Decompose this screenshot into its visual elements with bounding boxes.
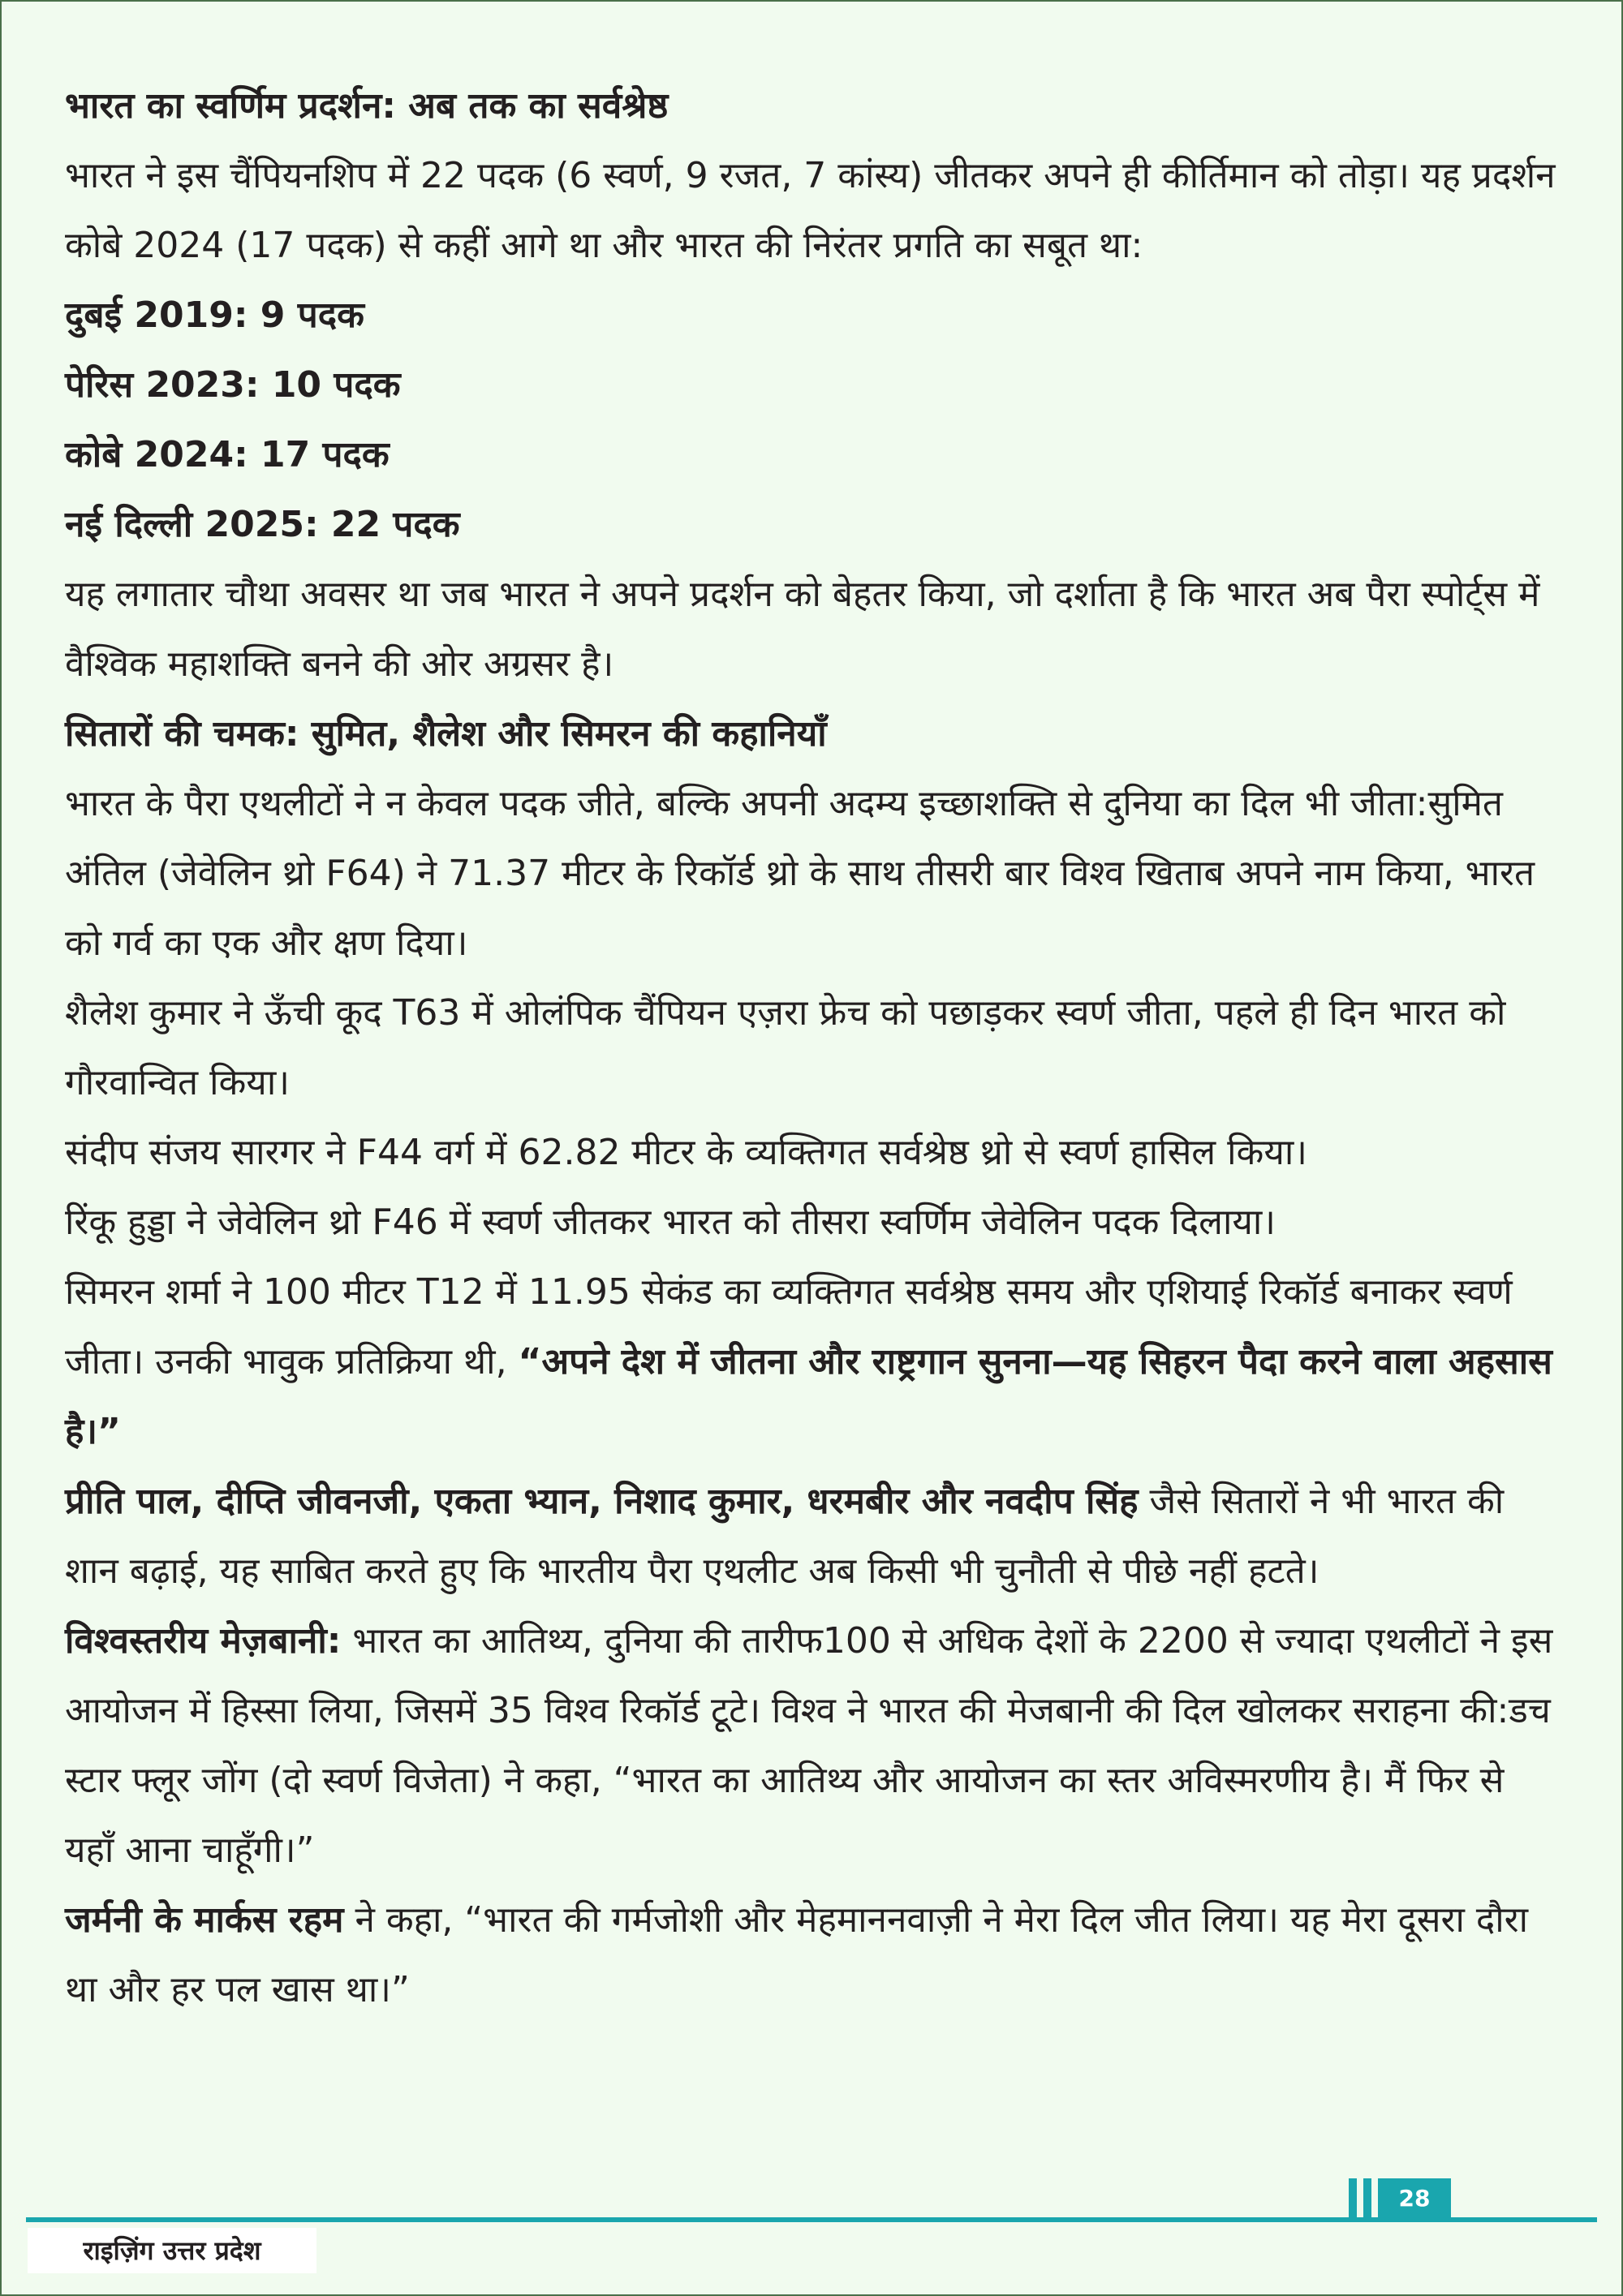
other-stars-text: जैसे सितारों ने भी भारत की शान बढ़ाई, यह साबित करते हुए कि भारतीय पैरा एथलीट अब किसी भी चुनौती से पीछे नहीं हटते। [65, 1481, 1505, 1592]
paragraph-medal-intro: भारत ने इस चैंपियनशिप में 22 पदक (6 स्वर्ण, 9 रजत, 7 कांस्य) जीतकर अपने ही कीर्तिमान को तोड़ा। यह प्रदर्शन कोबे 2024 (17 पदक) से कहीं आगे था और भारत की निरंतर प्रगति का सबूत था: [65, 155, 1556, 266]
medal-item-paris: पेरिस 2023: 10 पदक [65, 364, 401, 406]
section-heading-stars: सितारों की चमक: सुमित, शैलेश और सिमरन की कहानियाँ [65, 713, 827, 755]
paragraph-shailesh: शैलेश कुमार ने ऊँची कूद T63 में ओलंपिक चैंपियन एज़रा फ्रेच को पछाड़कर स्वर्ण जीता, पहले ही दिन भारत को गौरवान्वित किया। [65, 992, 1506, 1103]
medal-item-new-delhi: नई दिल्ली 2025: 22 पदक [65, 504, 460, 545]
markus-name: जर्मनी के मार्कस रहम [65, 1899, 344, 1941]
section-heading-golden-performance: भारत का स्वर्णिम प्रदर्शन: अब तक का सर्वश्रेष्ठ [65, 85, 669, 127]
paragraph-sandeep: संदीप संजय सारगर ने F44 वर्ग में 62.82 मीटर के व्यक्तिगत सर्वश्रेष्ठ थ्रो से स्वर्ण हासिल किया। [65, 1132, 1307, 1173]
hosting-text: भारत का आतिथ्य, दुनिया की तारीफ100 से अधिक देशों के 2200 से ज्यादा एथलीटों ने इस आयोजन में हिस्सा लिया, जिसमें 35 विश्व रिकॉर्ड टूटे। विश्व ने भारत की मेजबानी की दिल खोलकर सराहना की:डच स्टार फ्लूर जोंग (दो स्वर्ण विजेता) ने कहा, “भारत का आतिथ्य और आयोजन का स्तर अविस्मरणीय है। मैं फिर से यहाँ आना चाहूँगी।” [65, 1620, 1553, 1871]
other-stars-names: प्रीति पाल, दीप्ति जीवनजी, एकता भ्यान, निशाद कुमार, धरमबीर और नवदीप सिंह [65, 1481, 1139, 1522]
paragraph-sumit: भारत के पैरा एथलीटों ने न केवल पदक जीते, बल्कि अपनी अदम्य इच्छाशक्ति से दुनिया का दिल भी जीता:सुमित अंतिल (जेवेलिन थ्रो F64) ने 71.37 मीटर के रिकॉर्ड थ्रो के साथ तीसरी बार विश्व खिताब अपने नाम किया, भारत को गर्व का एक और क्षण दिया। [65, 783, 1535, 964]
simran-quote: “अपने देश में जीतना और राष्ट्रगान सुनना—यह सिहरन पैदा करने वाला अहसास है।” [65, 1341, 1552, 1452]
paragraph-other-stars [65, 1467, 1558, 1606]
simran-text: सिमरन शर्मा ने 100 मीटर T12 में 11.95 सेकंड का व्यक्तिगत सर्वश्रेष्ठ समय और एशियाई रिकॉर्ड बनाकर स्वर्ण जीता। उनकी भावुक प्रतिक्रिया थी, [65, 1271, 1513, 1382]
paragraph-simran [65, 1258, 1558, 1467]
publication-name: राइज़िंग उत्तर प्रदेश [28, 2228, 316, 2273]
paragraph-rinku: रिंकू हुड्डा ने जेवेलिन थ्रो F46 में स्वर्ण जीतकर भारत को तीसरा स्वर्णिम जेवेलिन पदक दिलाया। [65, 1202, 1276, 1243]
medal-item-dubai: दुबई 2019: 9 पदक [65, 295, 364, 336]
markus-text: ने कहा, “भारत की गर्मजोशी और मेहमाननवाज़ी ने मेरा दिल जीत लिया। यह मेरा दूसरा दौरा था और हर पल खास था।” [65, 1899, 1529, 2010]
paragraph-consecutive: यह लगातार चौथा अवसर था जब भारत ने अपने प्रदर्शन को बेहतर किया, जो दर्शाता है कि भारत अब पैरा स्पोर्ट्स में वैश्विक महाशक्ति बनने की ओर अग्रसर है। [65, 574, 1540, 685]
footer-accent-bar [1363, 2178, 1371, 2219]
article-body [65, 71, 1558, 2025]
hosting-label: विश्वस्तरीय मेज़बानी: [65, 1620, 342, 1662]
footer-divider [26, 2217, 1597, 2222]
medal-item-kobe: कोबे 2024: 17 पदक [65, 434, 390, 475]
footer-accent-bar [1349, 2178, 1357, 2219]
paragraph-hosting [65, 1606, 1558, 1885]
page-number: 28 [1378, 2178, 1451, 2219]
paragraph-markus [65, 1885, 1558, 2025]
